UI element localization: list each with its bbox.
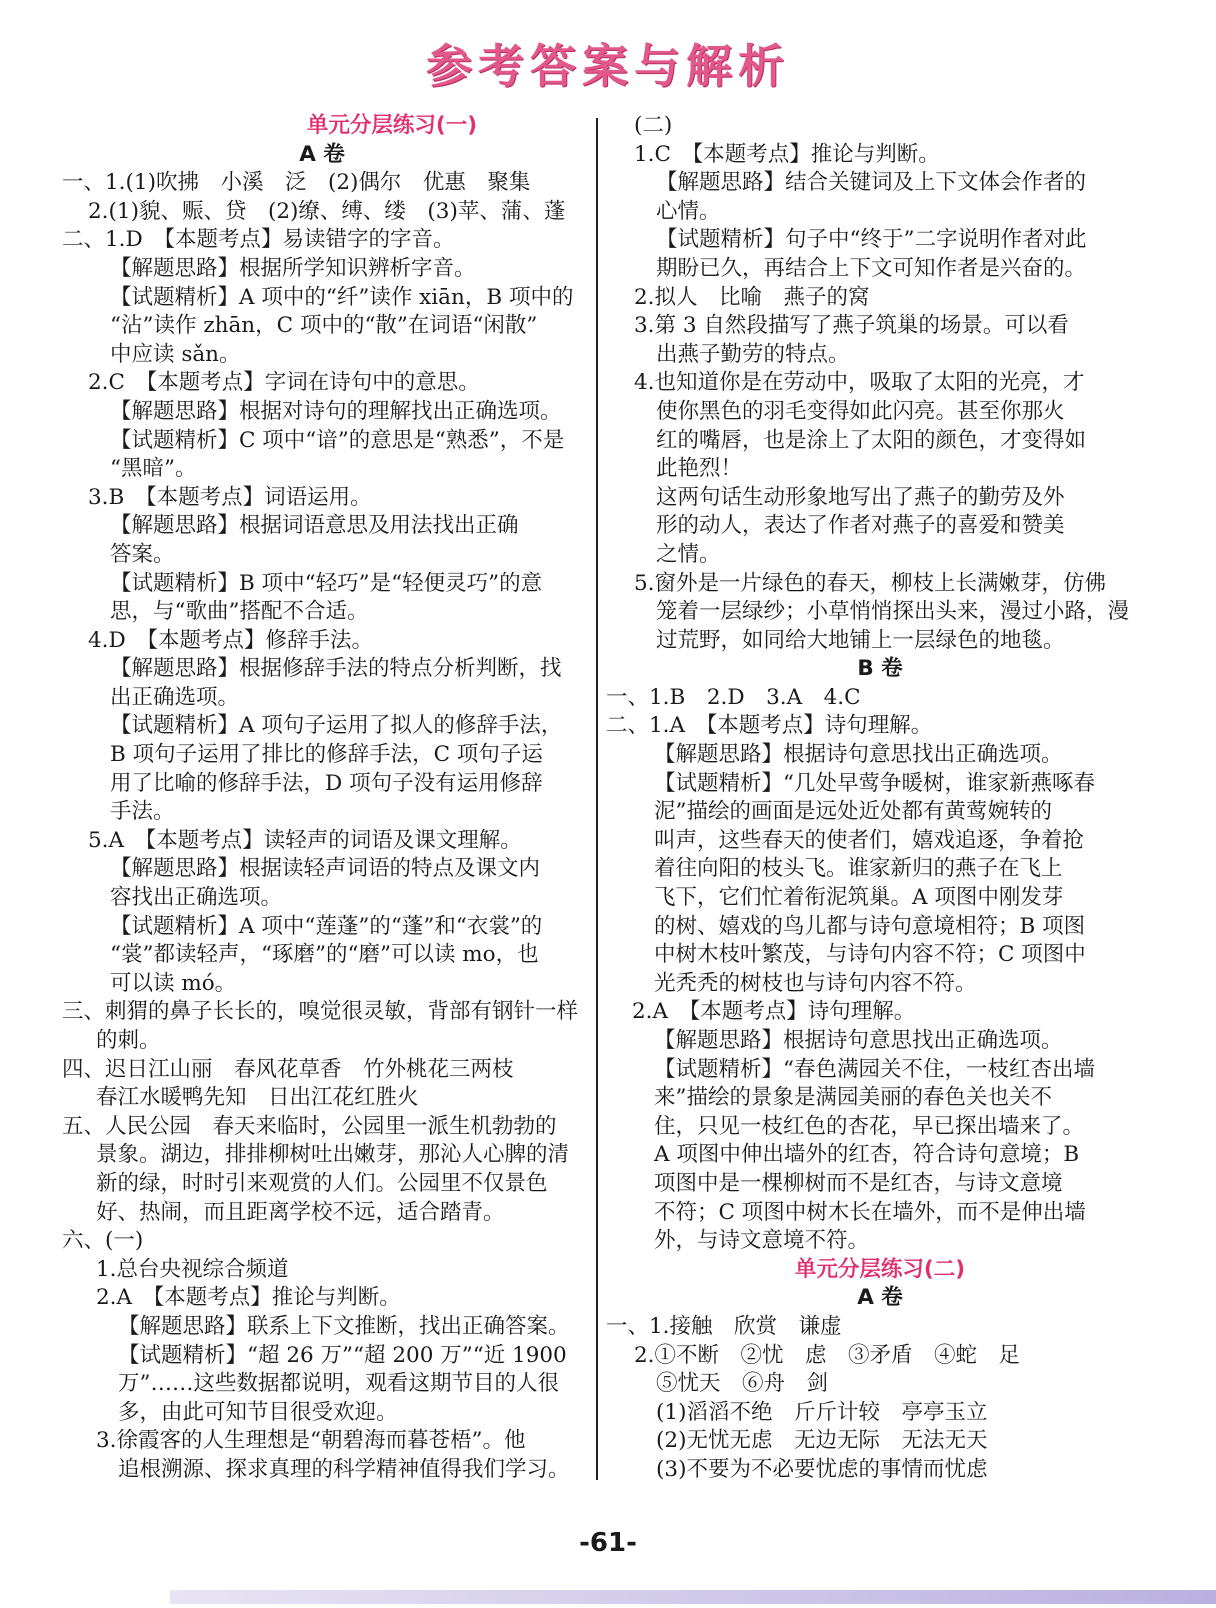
answer-line: 此艳烈！ <box>656 456 743 482</box>
answer-line: 二、1.A 【本题考点】诗句理解。 <box>606 713 933 739</box>
answer-line: 来”描绘的景象是满园美丽的春色关也关不 <box>654 1085 1052 1111</box>
answer-line: 万”……这些数据都说明，观看这期节目的人很 <box>118 1371 559 1397</box>
answer-line: 手法。 <box>110 799 175 825</box>
answer-line: 出燕子勤劳的特点。 <box>656 341 850 367</box>
answer-line: 红的嘴唇，也是涂上了太阳的颜色，才变得如 <box>656 427 1087 453</box>
answer-line: 外，与诗文意境不符。 <box>654 1228 870 1254</box>
answer-line: 景象。湖边，排排柳树吐出嫩芽，那沁人心脾的清 <box>96 1142 570 1168</box>
answer-line: 春江水暖鸭先知 日出江花红胜火 <box>96 1085 419 1111</box>
answer-line: 【试题精析】句子中“终于”二字说明作者对此 <box>656 227 1087 253</box>
answer-line: 期盼已久，再结合上下文可知作者是兴奋的。 <box>656 255 1087 281</box>
answer-line: 【试题精析】A 项中“莲蓬”的“蓬”和“衣裳”的 <box>110 913 543 939</box>
answer-line: 4.也知道你是在劳动中，吸取了太阳的光亮，才 <box>634 370 1085 396</box>
answer-line: 【解题思路】根据修辞手法的特点分析判断，找 <box>110 656 562 682</box>
answer-line: 【试题精析】A 项句子运用了拟人的修辞手法， <box>110 713 563 739</box>
answer-line: 中应读 sǎn。 <box>110 341 241 367</box>
answer-line: 之情。 <box>656 541 721 567</box>
answer-line: 5.A 【本题考点】读轻声的词语及课文理解。 <box>88 827 522 853</box>
answer-line: 泥”描绘的画面是远处近处都有黄莺婉转的 <box>654 799 1052 825</box>
answer-line: 可以读 mó。 <box>110 970 237 996</box>
section-heading: B 卷 <box>857 656 903 682</box>
answer-line: 容找出正确选项。 <box>110 885 283 911</box>
answer-line: 【解题思路】联系上下文推断，找出正确答案。 <box>118 1313 570 1339</box>
answer-line: 4.D 【本题考点】修辞手法。 <box>88 627 374 653</box>
answer-line: 中树木枝叶繁茂，与诗句内容不符；C 项图中 <box>654 942 1086 968</box>
answer-line: 【解题思路】根据诗句意思找出正确选项。 <box>654 742 1063 768</box>
answer-line: 思，与“歌曲”搭配不合适。 <box>110 599 369 625</box>
answer-line: 住，只见一枝红色的杏花，早已探出墙来了。 <box>654 1113 1085 1139</box>
answer-line: 心情。 <box>656 198 721 224</box>
answer-line: 新的绿，时时引来观赏的人们。公园里不仅景色 <box>96 1170 548 1196</box>
answer-line: 【解题思路】根据读轻声词语的特点及课文内 <box>110 856 541 882</box>
answer-line: 2.(1)貌、赈、贷 (2)缭、缚、缕 (3)苹、蒲、蓬 <box>88 198 566 224</box>
answer-line: 【试题精析】B 项中“轻巧”是“轻便灵巧”的意 <box>110 570 543 596</box>
answer-line: 三、刺猬的鼻子长长的，嗅觉很灵敏，背部有钢针一样 <box>62 999 579 1025</box>
answer-line: 一、1.接触 欣赏 谦虚 <box>606 1313 842 1339</box>
answer-line: 一、1.B 2.D 3.A 4.C <box>606 684 861 710</box>
answer-line: ⑤忧天 ⑥舟 剑 <box>656 1371 829 1397</box>
answer-line: “裳”都读轻声，“琢磨”的“磨”可以读 mo，也 <box>110 942 539 968</box>
answer-line: 这两句话生动形象地写出了燕子的勤劳及外 <box>656 484 1065 510</box>
answer-line: 用了比喻的修辞手法，D 项句子没有运用修辞 <box>110 770 543 796</box>
answer-line: 出正确选项。 <box>110 684 240 710</box>
answer-line: 好、热闹，而且距离学校不远，适合踏青。 <box>96 1199 505 1225</box>
answer-line: 过荒野，如同给大地铺上一层绿色的地毯。 <box>656 627 1065 653</box>
answer-line: 3.徐霞客的人生理想是“朝碧海而暮苍梧”。他 <box>96 1428 526 1454</box>
page-title: 参考答案与解析 <box>426 39 790 93</box>
answer-line: 5.窗外是一片绿色的春天，柳枝上长满嫩芽，仿佛 <box>634 570 1107 596</box>
left-column <box>62 112 582 1485</box>
answer-line: 【解题思路】结合关键词及上下文体会作者的 <box>656 170 1087 196</box>
answer-line: 一、1.(1)吹拂 小溪 泛 (2)偶尔 优惠 聚集 <box>62 170 531 196</box>
answer-line: 的树、嬉戏的鸟儿都与诗句意境相符；B 项图 <box>654 913 1086 939</box>
answer-line: 2.A 【本题考点】推论与判断。 <box>96 1285 401 1311</box>
answer-line: “黑暗”。 <box>110 456 197 482</box>
answer-line: 五、人民公园 春天来临时，公园里一派生机勃勃的 <box>62 1113 557 1139</box>
answer-line: (1)滔滔不绝 斤斤计较 亭亭玉立 <box>656 1399 988 1425</box>
section-heading: A 卷 <box>857 1285 903 1311</box>
answer-line: 【试题精析】“几处早莺争暖树，谁家新燕啄春 <box>654 770 1095 796</box>
answer-line: 追根溯源、探求真理的科学精神值得我们学习。 <box>118 1456 570 1482</box>
answer-line: 着往向阳的枝头飞。谁家新归的燕子在飞上 <box>654 856 1063 882</box>
answer-line: 1.C 【本题考点】推论与判断。 <box>634 141 940 167</box>
page-number: -61- <box>579 1528 637 1558</box>
answer-line: 【试题精析】A 项中的“纤”读作 xiān，B 项中的 <box>110 284 574 310</box>
answer-line: 【解题思路】根据词语意思及用法找出正确 <box>110 513 519 539</box>
answer-line: 多，由此可知节目很受欢迎。 <box>118 1399 398 1425</box>
answer-line: 【试题精析】“超 26 万”“超 200 万”“近 1900 <box>118 1342 567 1368</box>
answer-line: 形的动人，表达了作者对燕子的喜爱和赞美 <box>656 513 1065 539</box>
answer-line: 【解题思路】根据对诗句的理解找出正确选项。 <box>110 398 562 424</box>
answer-line: 2.A 【本题考点】诗句理解。 <box>632 999 916 1025</box>
right-column <box>606 112 1130 1485</box>
answer-line: (2)无忧无虑 无边无际 无法无天 <box>656 1428 988 1454</box>
answer-line: 使你黑色的羽毛变得如此闪亮。甚至你那火 <box>656 398 1065 424</box>
answer-line: 1.总台央视综合频道 <box>96 1256 289 1282</box>
answer-line: 答案。 <box>110 541 175 567</box>
answer-line: 【解题思路】根据诗句意思找出正确选项。 <box>654 1028 1063 1053</box>
section-heading: A 卷 <box>299 141 345 167</box>
answer-line: 2.拟人 比喻 燕子的窝 <box>634 284 870 310</box>
column-divider <box>596 118 598 1480</box>
answer-line: 不符；C 项图中树木长在墙外，而不是伸出墙 <box>654 1199 1086 1225</box>
answer-line: 2.①不断 ②忧 虑 ③矛盾 ④蛇 足 <box>634 1342 1021 1368</box>
answer-line: 3.B 【本题考点】词语运用。 <box>88 484 372 510</box>
answer-line: 二、1.D 【本题考点】易读错字的字音。 <box>62 227 455 253</box>
answer-line: B 项句子运用了排比的修辞手法，C 项句子运 <box>110 742 543 768</box>
answer-line: 笼着一层绿纱；小草悄悄探出头来，漫过小路，漫 <box>656 599 1130 625</box>
answer-line: 【解题思路】根据所学知识辨析字音。 <box>110 255 476 281</box>
answer-line: 六、(一) <box>62 1228 144 1254</box>
answer-line: (二) <box>634 113 673 138</box>
section-heading: 单元分层练习(一) <box>306 113 478 138</box>
answer-line: “沾”读作 zhān，C 项中的“散”在词语“闲散” <box>110 313 538 339</box>
answer-line: 的刺。 <box>96 1028 161 1053</box>
answer-line: (3)不要为不必要忧虑的事情而忧虑 <box>656 1456 988 1482</box>
answer-line: 3.第 3 自然段描写了燕子筑巢的场景。可以看 <box>634 313 1069 339</box>
answer-line: 【试题精析】“春色满园关不住，一枝红杏出墙 <box>654 1056 1095 1082</box>
answer-line: 飞下，它们忙着衔泥筑巢。A 项图中刚发芽 <box>654 885 1064 911</box>
answer-line: 项图中是一棵柳树而不是红杏，与诗文意境 <box>654 1170 1063 1196</box>
answer-line: 【试题精析】C 项中“谙”的意思是“熟悉”，不是 <box>110 427 565 453</box>
answer-line: A 项图中伸出墙外的红杏，符合诗句意境；B <box>654 1142 1080 1168</box>
answer-line: 四、迟日江山丽 春风花草香 竹外桃花三两枝 <box>62 1056 514 1082</box>
section-heading: 单元分层练习(二) <box>794 1256 966 1282</box>
answer-line: 2.C 【本题考点】字词在诗句中的意思。 <box>88 370 480 396</box>
answer-line: 光秃秃的树枝也与诗句内容不符。 <box>654 970 977 996</box>
footer-decoration-bar <box>170 1590 1216 1604</box>
answer-line: 叫声，这些春天的使者们，嬉戏追逐，争着抢 <box>654 827 1085 853</box>
